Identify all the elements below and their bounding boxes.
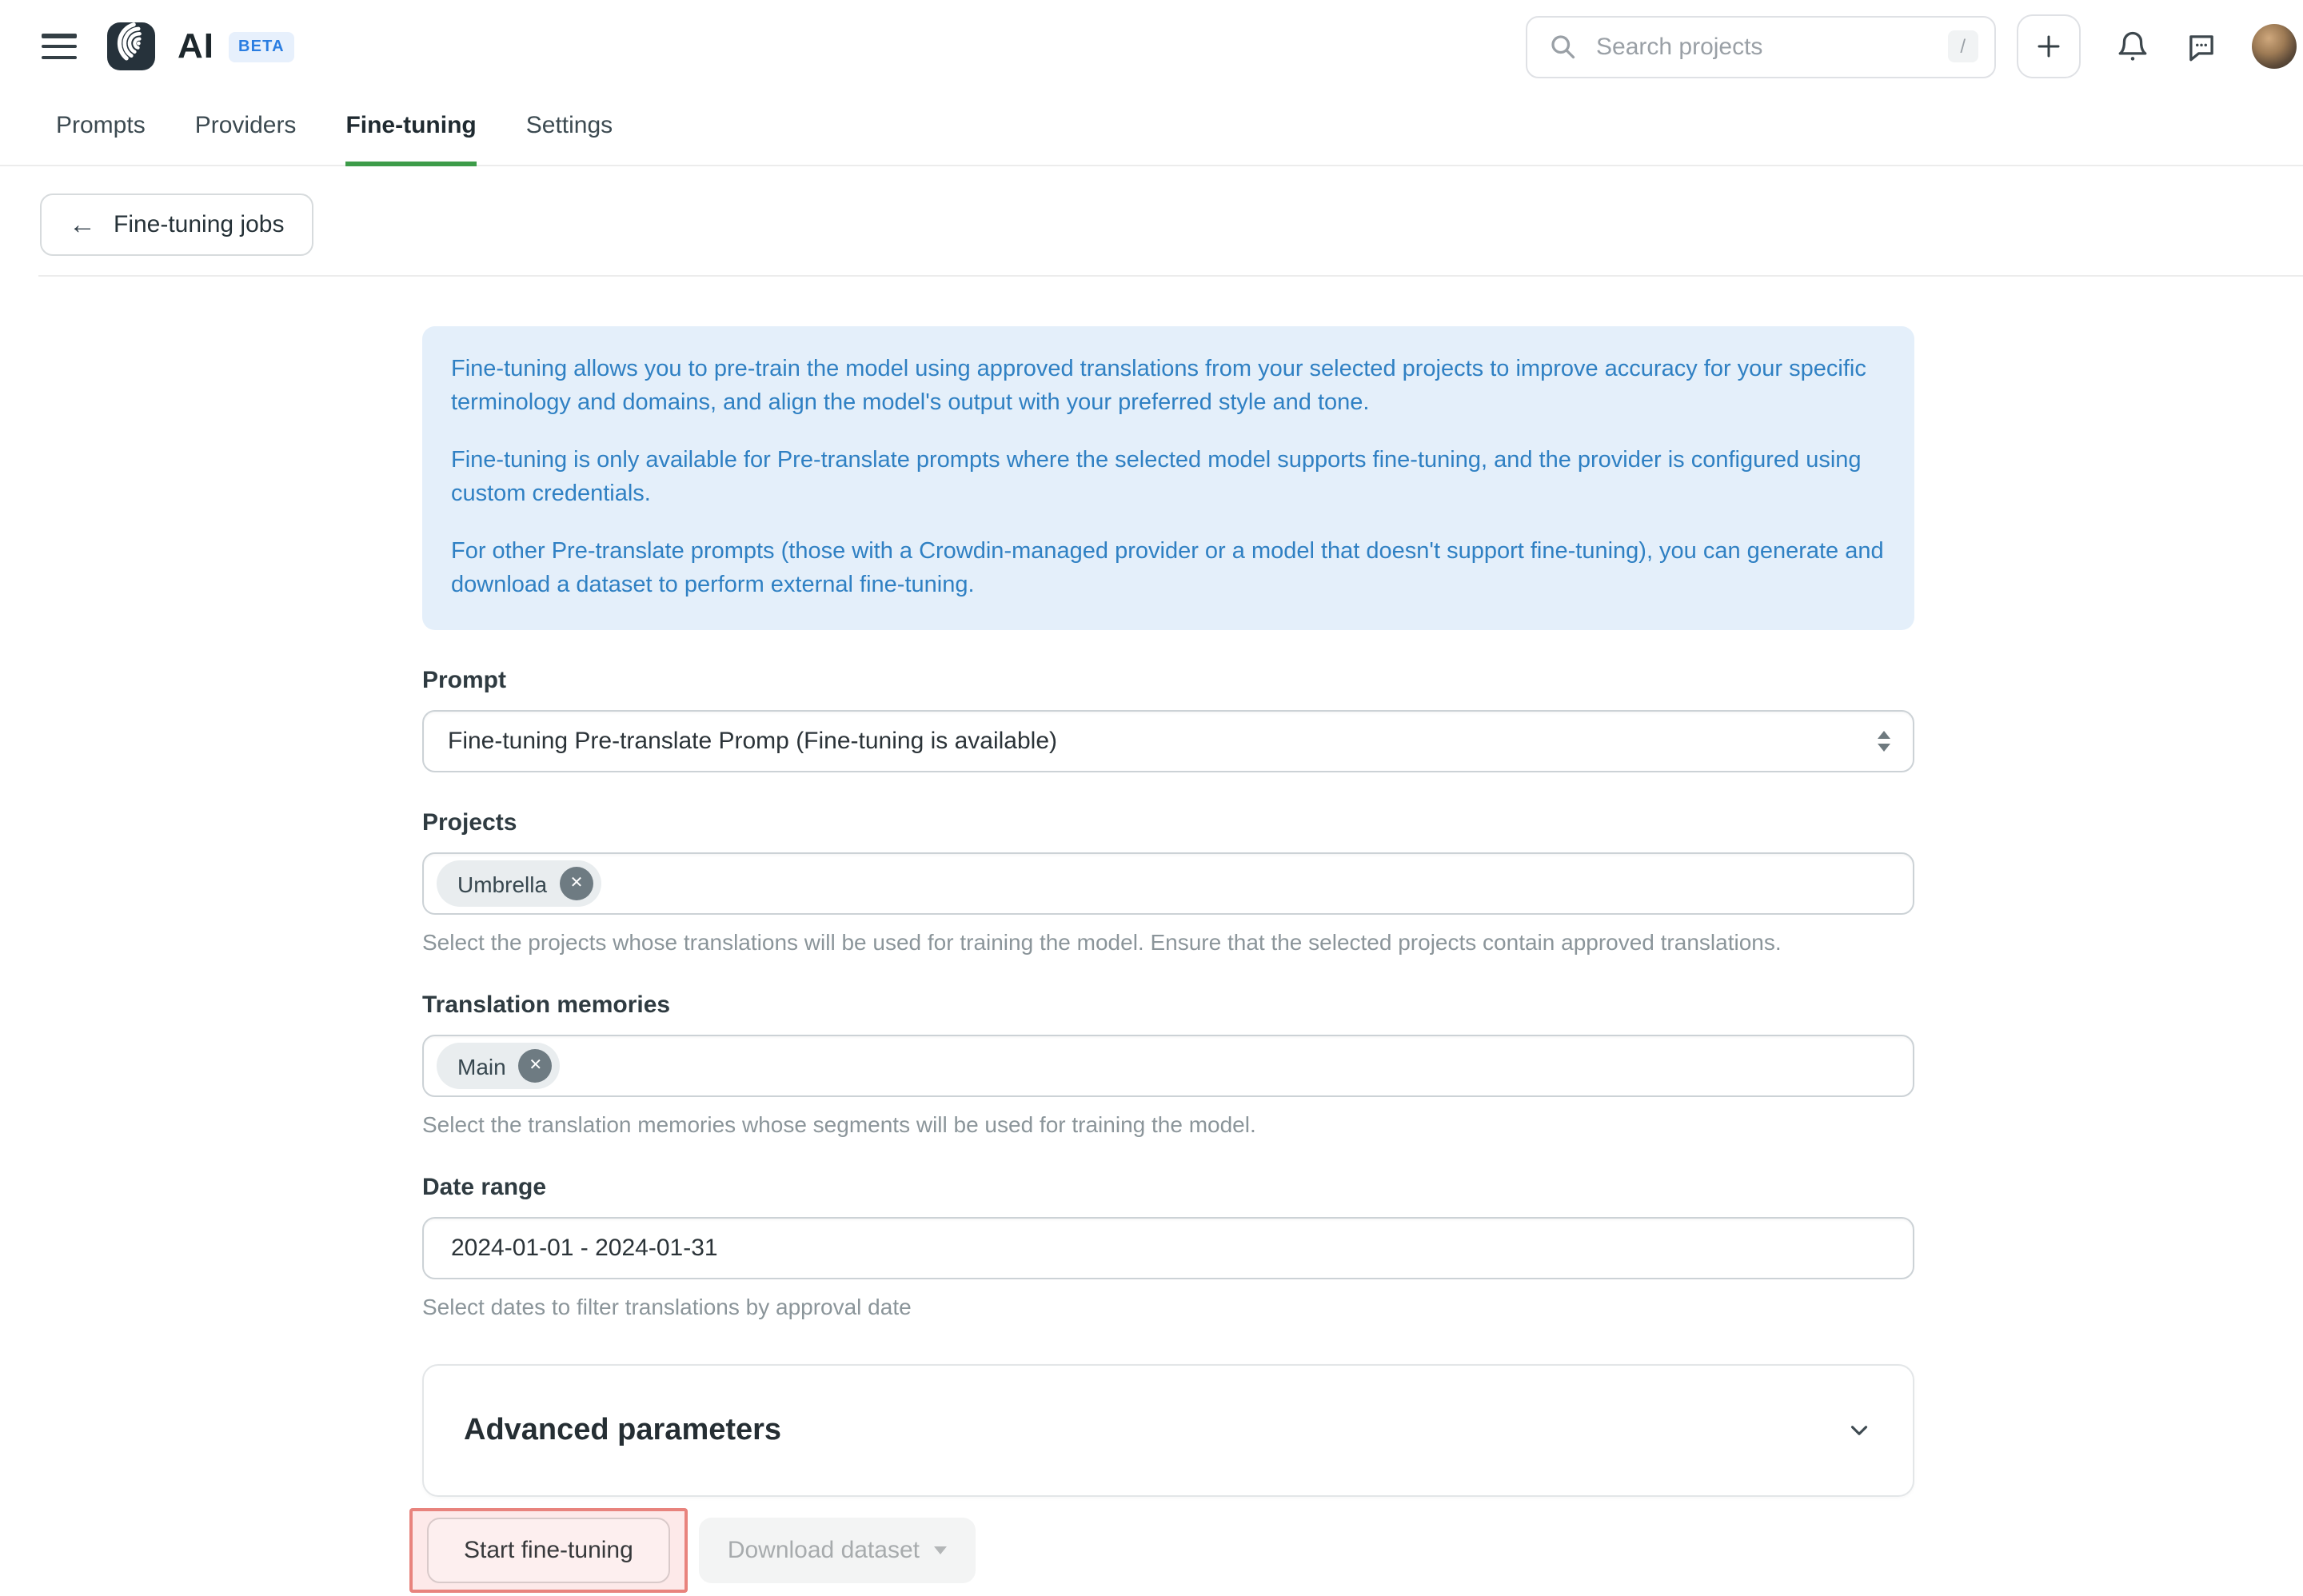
translation-memories-multiselect[interactable] [422,1035,1914,1097]
bell-icon [2116,30,2149,63]
date-range-label: Date range [422,1174,547,1201]
download-dataset-label: Download dataset [727,1537,920,1564]
projects-label: Projects [422,809,517,836]
fine-tuning-jobs-back-button[interactable] [40,194,313,256]
back-button-label: Fine-tuning jobs [114,211,285,238]
prompt-label: Prompt [422,667,506,694]
tab-fine-tuning[interactable]: Fine-tuning [345,112,476,166]
info-paragraph: For other Pre-translate prompts (those with a Crowdin-managed provider or a model that doesn't support fine-tuning), you can generate and download a dataset to perform external fine-tuning. [451,539,1884,597]
topbar [0,0,2303,86]
translation-memories-label: Translation memories [422,992,671,1019]
info-paragraph: Fine-tuning allows you to pre-train the model using approved translations from your selected projects to improve accuracy for your specific terminology and domains, and align the model's output with your preferred style and tone. [451,357,1866,415]
notifications-button[interactable] [2116,30,2149,63]
projects-multiselect[interactable] [422,852,1914,915]
user-avatar[interactable] [2252,24,2297,69]
search-shortcut-badge: / [1947,30,1978,62]
remove-tag-icon[interactable]: ✕ [560,867,593,900]
crowdin-logo[interactable] [107,22,155,70]
date-range-input[interactable] [448,1233,1889,1263]
project-tag-label: Umbrella [457,871,548,896]
info-paragraph: Fine-tuning is only available for Pre-translate prompts where the selected model supports fine-tuning, and the provider is configured using custom credentials. [451,448,1862,506]
chevron-down-icon [1846,1417,1873,1444]
plus-icon [2034,32,2063,61]
translation-memory-tag-label: Main [457,1053,506,1079]
date-range-field [422,1217,1914,1279]
arrow-left-icon: ← [69,209,96,240]
download-dataset-button[interactable] [699,1518,976,1583]
section-divider [38,275,2303,277]
advanced-parameters-toggle[interactable] [422,1364,1914,1497]
search-projects-box[interactable] [1526,15,1996,78]
info-box [422,326,1914,630]
caret-down-icon [934,1546,947,1554]
main-tabs [0,112,2303,166]
prompt-selected-value: Fine-tuning Pre-translate Promp (Fine-tuning is available) [448,728,1058,755]
messages-button[interactable] [2185,30,2218,63]
tab-prompts[interactable]: Prompts [56,112,146,139]
start-fine-tuning-button[interactable]: Start fine-tuning [427,1518,670,1583]
click-target-highlight [409,1508,688,1593]
search-input[interactable] [1593,31,1947,62]
actions-row [422,1508,1914,1593]
chat-bubble-icon [2185,30,2218,63]
page-title: AI [178,26,214,66]
advanced-parameters-title: Advanced parameters [464,1413,782,1446]
search-icon [1548,32,1577,61]
tab-settings[interactable]: Settings [525,112,613,139]
beta-badge: BETA [229,31,294,62]
translation-memories-help-text: Select the translation memories whose segments will be used for training the model. [422,1111,1256,1137]
date-range-help-text: Select dates to filter translations by approval date [422,1294,912,1319]
prompt-select[interactable] [422,710,1914,772]
hamburger-menu-icon[interactable] [42,34,77,59]
select-arrows-icon [1878,731,1890,752]
create-new-button[interactable] [2017,14,2081,78]
translation-memory-tag [437,1043,561,1089]
tab-providers[interactable]: Providers [194,112,297,139]
jobs-row [40,194,2303,256]
project-tag [437,860,601,907]
fine-tuning-form [422,326,1914,1593]
projects-help-text: Select the projects whose translations will be used for training the model. Ensure that the selected projects contain approved translations. [422,929,1782,955]
remove-tag-icon[interactable]: ✕ [519,1049,553,1083]
